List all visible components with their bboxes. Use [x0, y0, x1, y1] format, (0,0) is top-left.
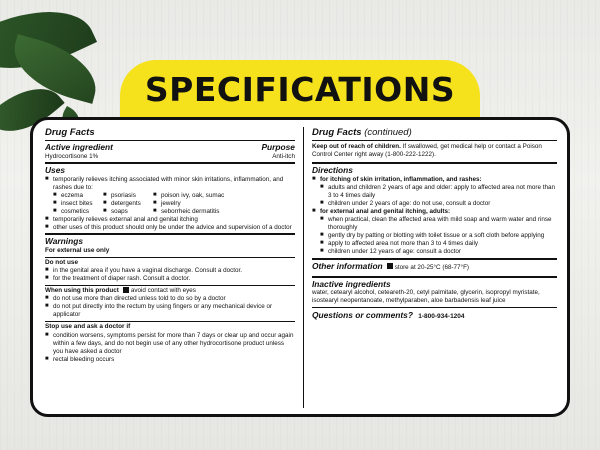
when-using-item: ■ do not use more than directed unless told to do so by a doctor — [45, 295, 295, 303]
condition-item: ■ soaps — [103, 208, 153, 216]
drug-facts-continued-title: Drug Facts — [311, 127, 362, 138]
when-using-item: ■ do not put directly into the rectum by using fingers or any mechanical device or applicator — [45, 303, 295, 319]
phone-number: 1-800-934-1204 — [418, 313, 465, 321]
condition-item: ■ jewelry — [153, 200, 295, 208]
bullet-icon — [387, 263, 393, 269]
drug-facts-card — [30, 117, 570, 417]
anal-direction-item: ■ children under 12 years of age: consult a doctor — [312, 248, 557, 256]
condition-item: ■ cosmetics — [53, 208, 103, 216]
when-using-first: avoid contact with eyes — [130, 287, 196, 295]
uses-item: ■ other uses of this product should only be under the advice and supervision of a doctor — [45, 224, 295, 232]
keep-out-bold: Keep out of reach of children. — [311, 143, 401, 151]
stop-use-label: Stop use and ask a doctor if — [45, 321, 295, 331]
external-use-note: For external use only — [45, 246, 110, 254]
conditions-grid — [45, 192, 295, 216]
anal-direction-item: ■ when practical, clean the affected area with mild soap and warm water and rinse thoroughly — [312, 216, 557, 232]
stop-use-item: ■ rectal bleeding occurs — [45, 356, 295, 364]
other-information-text: store at 20-25°C (68-77°F) — [394, 264, 470, 272]
inactive-ingredients-header: Inactive ingredients — [312, 276, 557, 290]
uses-header: Uses — [45, 162, 295, 176]
condition-item: ■ detergents — [103, 200, 153, 208]
uses-item: ■ temporarily relieves external anal and genital itching — [45, 216, 295, 224]
ingredient-purpose: Anti-itch — [272, 152, 295, 160]
drug-facts-continued-header — [312, 127, 557, 141]
condition-item: ■ insect bites — [53, 200, 103, 208]
ingredient-name: Hydrocortisone 1% — [45, 152, 99, 160]
itching-direction-item: ■ adults and children 2 years of age and older: apply to affected area not more than 3 to 4 times daily — [312, 184, 557, 200]
itching-direction-item: ■ children under 2 years of age: do not use, consult a doctor — [312, 200, 557, 208]
do-not-use-item: ■ for the treatment of diaper rash. Consult a doctor. — [45, 275, 295, 283]
other-information-header: Other information — [311, 261, 383, 272]
when-using-row — [45, 285, 295, 295]
other-information-row — [312, 258, 557, 272]
when-using-label: When using this product — [45, 287, 119, 295]
active-ingredient-label: Active ingredient — [45, 142, 113, 153]
directions-header: Directions — [312, 162, 557, 176]
drug-facts-right-column — [312, 127, 557, 408]
do-not-use-item: ■ in the genital area if you have a vaginal discharge. Consult a doctor. — [45, 267, 295, 275]
condition-item: ■ seborrheic dermatitis — [153, 208, 295, 216]
anal-directions-label: ■ for external anal and genital itching, adults: — [312, 208, 557, 216]
do-not-use-label: Do not use — [45, 257, 295, 267]
active-ingredient-row — [45, 153, 295, 161]
keep-out-of-reach — [312, 143, 557, 159]
anal-direction-item: ■ gently dry by patting or blotting with toilet tissue or a soft cloth before applying — [312, 232, 557, 240]
itching-directions-label: ■ for itching of skin irritation, inflammation, and rashes: — [312, 176, 557, 184]
keep-out-text: If swallowed, get medical help or contact a Poison Control Center right away (1-800-222-1222). — [311, 143, 542, 159]
drug-facts-header: Drug Facts — [45, 127, 295, 141]
page-title: SPECIFICATIONS — [144, 70, 456, 109]
purpose-label: Purpose — [261, 142, 295, 153]
uses-intro: ■ temporarily relieves itching associated with minor skin irritations, inflammation, and rashes due to: — [45, 176, 295, 192]
warnings-header: Warnings — [45, 233, 295, 247]
bullet-icon — [123, 287, 129, 293]
inactive-ingredients-text: water, cetearyl alcohol, ceteareth-20, cetyl palmitate, glycerin, isopropyl myristate, isostearyl neopentanoate, methylparaben, aloe barbadensis leaf juice — [311, 289, 540, 305]
active-ingredient-header-row — [45, 142, 295, 153]
condition-item: ■ eczema — [53, 192, 103, 200]
continued-label: (continued) — [364, 127, 412, 138]
questions-label: Questions or comments? — [311, 310, 413, 321]
drug-facts-left-column — [45, 127, 304, 408]
stop-use-item: ■ condition worsens, symptoms persist for more than 7 days or clear up and occur again within a few days, and do not begin use of any other hydrocortisone product unless you have asked a doctor — [45, 332, 295, 356]
condition-item: ■ poison ivy, oak, sumac — [153, 192, 295, 200]
condition-item: ■ psoriasis — [103, 192, 153, 200]
anal-direction-item: ■ apply to affected area not more than 3 to 4 times daily — [312, 240, 557, 248]
questions-row — [312, 307, 557, 321]
